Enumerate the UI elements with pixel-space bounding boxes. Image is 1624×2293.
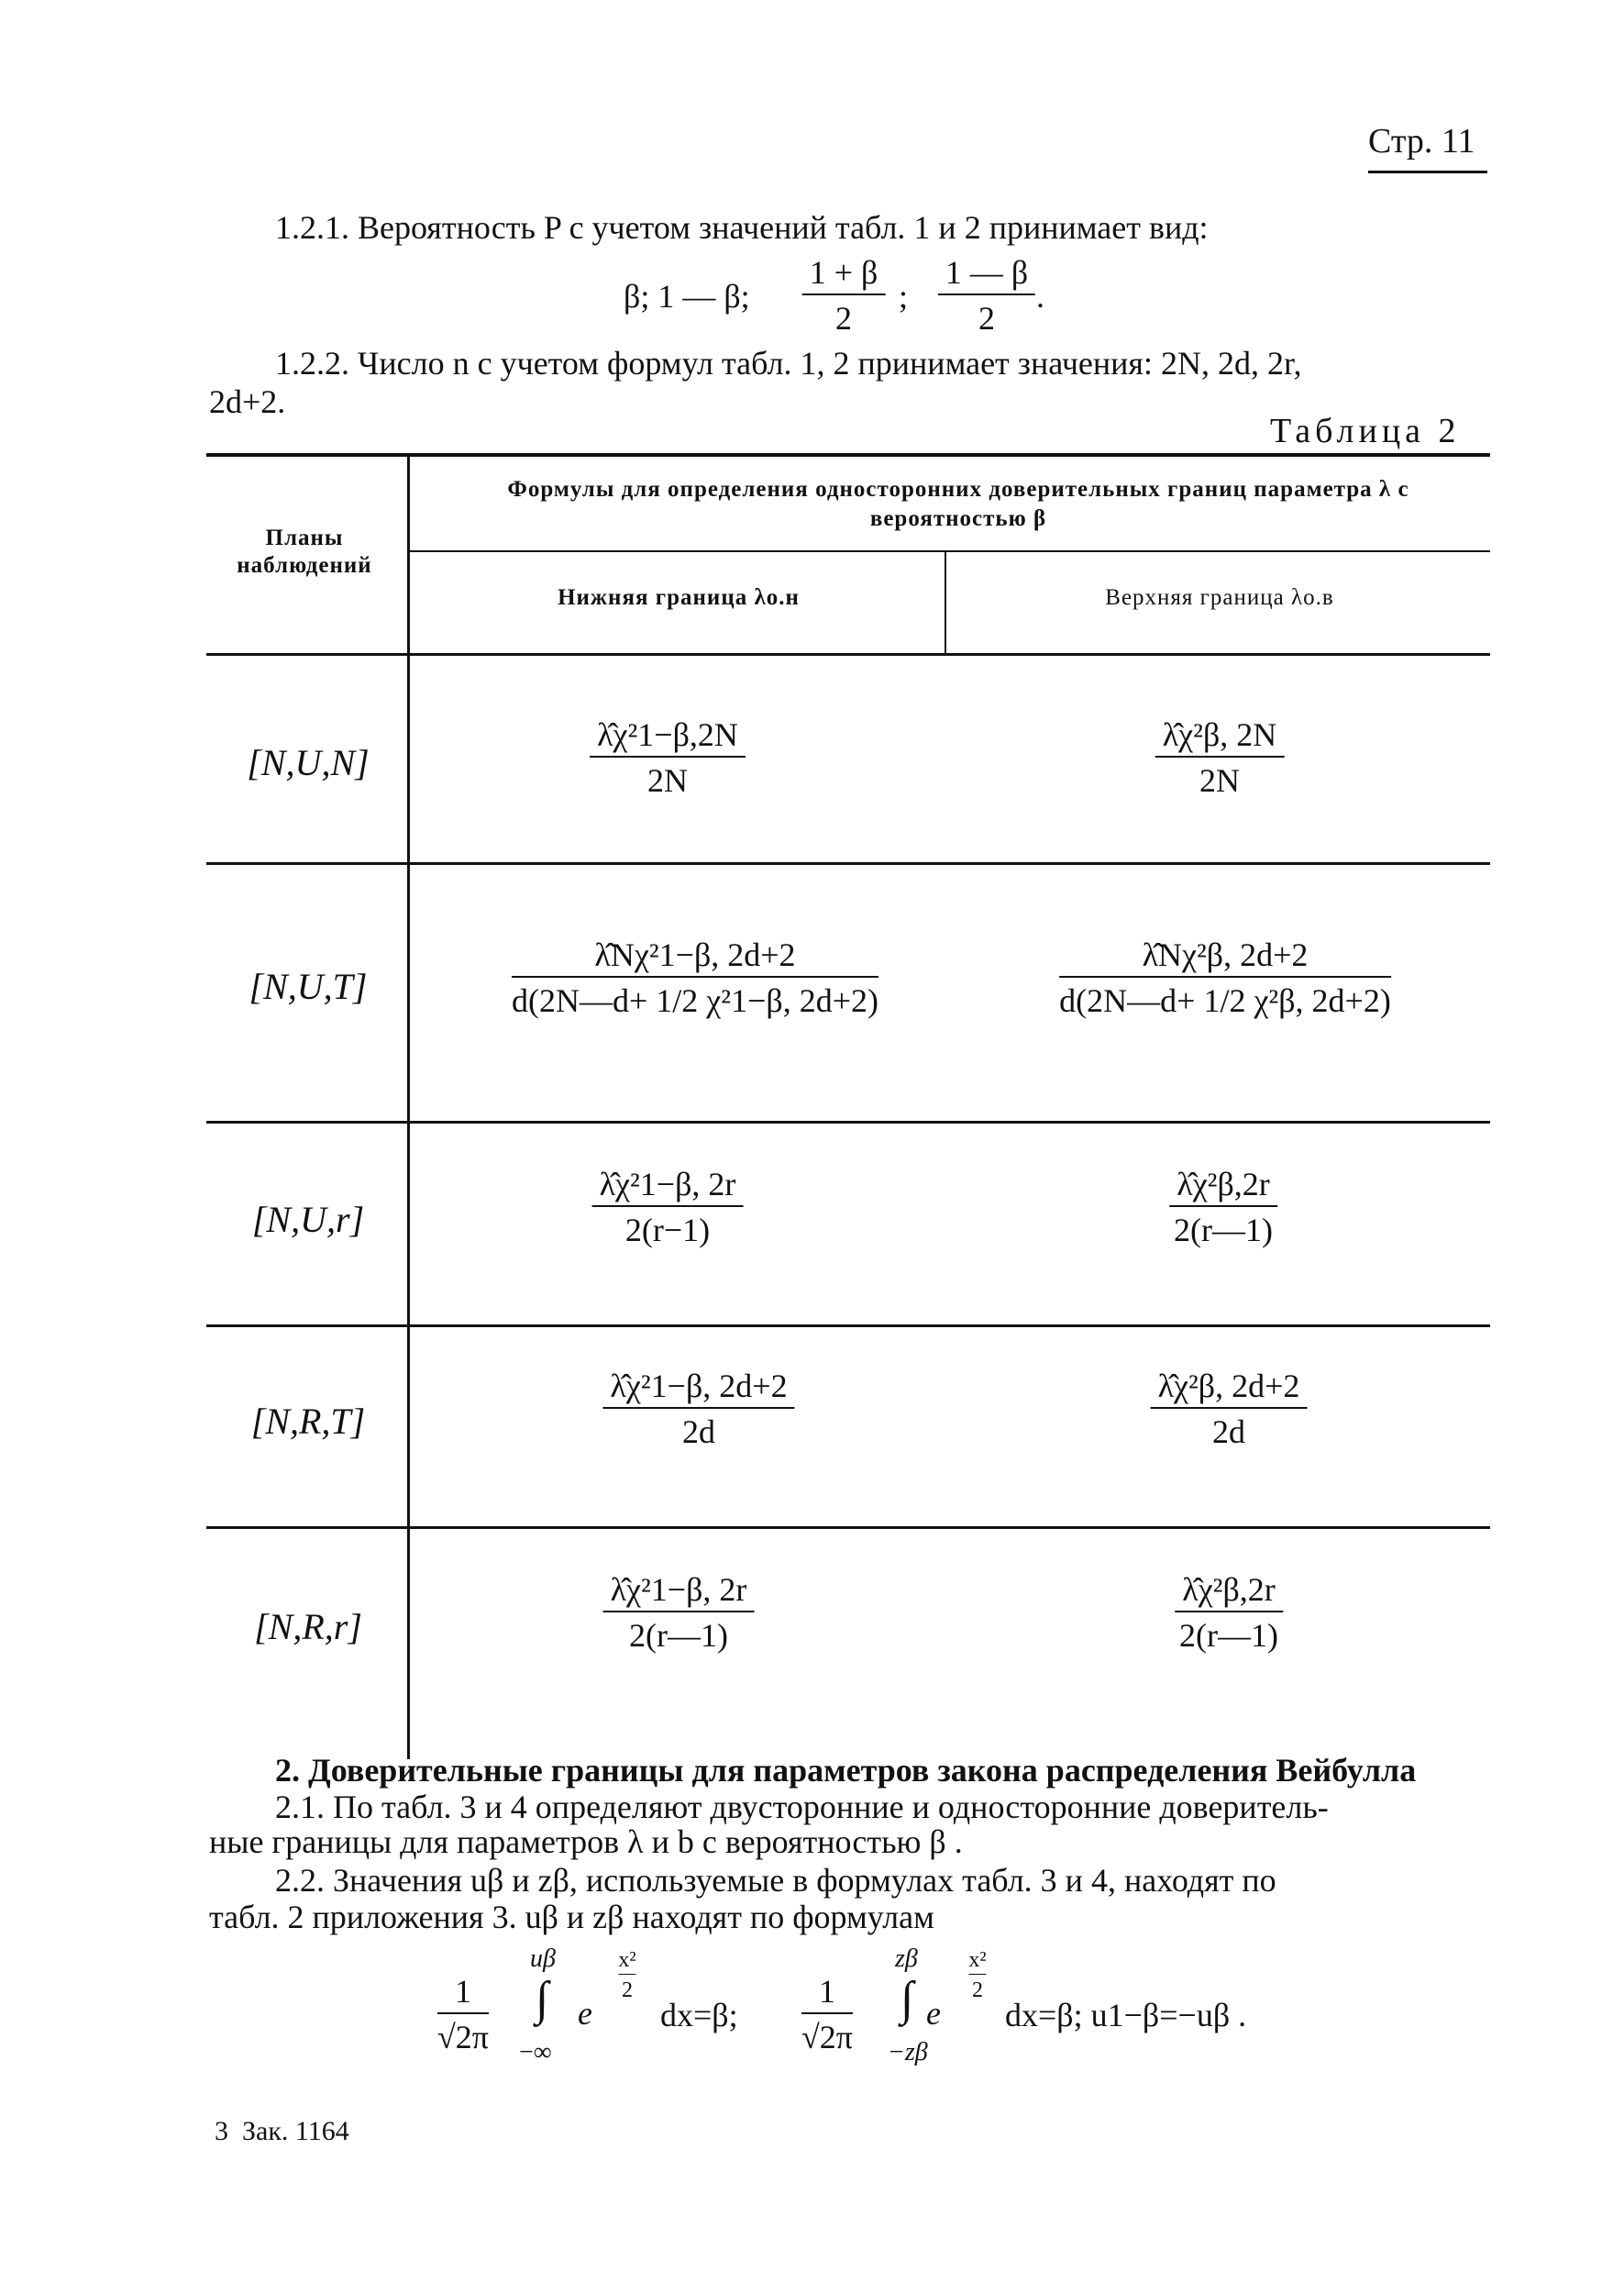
lower-formula (592, 1165, 744, 1249)
lower-denominator: 2(r−1) (624, 1212, 711, 1248)
upper-denominator: 2(r—1) (1174, 1212, 1273, 1248)
formula-tail-2: dx=β; u1−β=−uβ . (1005, 1997, 1247, 2033)
lower-numerator: λ̂χ²1−β, 2r (599, 1166, 736, 1202)
header-rule (1368, 171, 1487, 173)
paragraph-1-2-2-line1: 1.2.2. Число n с учетом формул табл. 1, 2 принимает значения: 2N, 2d, 2r, (275, 345, 1302, 382)
fraction-bar (592, 1205, 744, 1207)
fraction-bar (1155, 756, 1285, 758)
paragraph-2-1-line1: 2.1. По табл. 3 и 4 определяют двусторонние и односторонние доверитель- (275, 1789, 1329, 1825)
exponent-1-den: 2 (621, 1978, 633, 2002)
upper-formula (1169, 1165, 1277, 1249)
lower-numerator: λ̂χ²1−β, 2d+2 (610, 1368, 788, 1404)
coeff-denominator: √2π (437, 2019, 489, 2055)
upper-denominator: d(2N—d+ 1/2 χ²β, 2d+2) (1059, 982, 1391, 1019)
formula-coeff-1 (437, 1972, 489, 2056)
page-number: Стр. 11 (1368, 122, 1475, 161)
fraction-bar (618, 1974, 635, 1975)
plan-label: [N,U,N] (247, 742, 370, 783)
coeff-denominator: √2π (801, 2019, 853, 2055)
lower-formula (602, 1367, 794, 1451)
paragraph-2-2-line1: 2.2. Значения uβ и zβ, используемые в формулах табл. 3 и 4, находят по (275, 1862, 1276, 1899)
fraction-bar (590, 756, 746, 758)
integral-2-lower: −zβ (888, 2038, 928, 2066)
table-top-rule (206, 453, 1490, 457)
lower-denominator: 2d (682, 1413, 715, 1450)
plan-label: [N,U,T] (249, 966, 368, 1007)
lower-denominator: d(2N—d+ 1/2 χ²1−β, 2d+2) (512, 982, 878, 1019)
footer-order-number: 3 Зак. 1164 (215, 2116, 349, 2146)
table-caption: Таблица 2 (1270, 412, 1461, 450)
lower-numerator: λ̂χ²1−β, 2r (610, 1571, 747, 1608)
paragraph-2-2-line2: табл. 2 приложения 3. uβ и zβ находят по формулам (209, 1899, 934, 1935)
p121-frac2-num: 1 — β (945, 254, 1029, 291)
exponent-1-num: x² (618, 1948, 636, 1972)
lower-formula (590, 715, 746, 800)
fraction-bar (512, 976, 878, 978)
integral-2-upper: zβ (895, 1944, 918, 1973)
upper-formula (1175, 1570, 1283, 1655)
exponent-2 (968, 1948, 986, 2002)
plan-label: [N,R,r] (254, 1606, 362, 1647)
coeff-numerator: 1 (455, 1973, 471, 2010)
paragraph-1-2-1: 1.2.1. Вероятность P с учетом значений табл. 1 и 2 принимает вид: (275, 209, 1209, 246)
upper-numerator: λ̂χ²β,2r (1182, 1571, 1276, 1608)
p121-frac2-den: 2 (978, 300, 995, 337)
integral-1-upper: uβ (530, 1944, 556, 1973)
upper-formula (1059, 936, 1391, 1020)
header-upper-bound (954, 585, 1486, 611)
header-group-rule (410, 550, 1490, 552)
row-divider (206, 1324, 1490, 1327)
header-bottom-rule (206, 653, 1490, 656)
fraction-bar (802, 294, 886, 295)
integral-sign-2: ∫ (900, 1973, 914, 2025)
integrand-2: e (926, 1995, 941, 2032)
fraction-bar (938, 294, 1035, 295)
upper-denominator: 2d (1211, 1413, 1245, 1450)
row-divider (206, 862, 1490, 865)
integral-sign-1: ∫ (536, 1973, 549, 2025)
fraction-bar (1059, 976, 1391, 978)
formula-coeff-2 (801, 1972, 853, 2056)
fraction-bar (1169, 1205, 1277, 1207)
row-divider (206, 1121, 1490, 1124)
lower-formula (603, 1570, 755, 1655)
period: . (1036, 278, 1044, 315)
integrand-1: e (578, 1995, 592, 2032)
plan-label: [N,U,r] (251, 1199, 365, 1240)
p121-frac1-den: 2 (835, 300, 852, 337)
exponent-2-num: x² (968, 1948, 987, 1972)
header-lower-bound: Нижняя граница λо.н (558, 585, 800, 610)
p121-values: β; 1 — β; (624, 278, 750, 315)
section-2-heading: 2. Доверительные границы для параметров закона распределения Вейбулла (275, 1752, 1417, 1789)
plan-label: [N,R,T] (250, 1401, 366, 1442)
coeff-numerator: 1 (819, 1973, 835, 2010)
lower-denominator: 2N (647, 762, 688, 799)
fraction-bar (968, 1974, 986, 1975)
formula-tail-1: dx=β; (660, 1997, 738, 2033)
semicolon: ; (899, 278, 909, 315)
p121-fraction-2 (938, 253, 1035, 338)
upper-formula (1155, 715, 1285, 800)
upper-formula (1151, 1367, 1308, 1451)
lower-denominator: 2(r—1) (629, 1617, 728, 1654)
header-formulas-group: Формулы для определения односторонних доверительных границ параметра λ с вероятностью β (507, 477, 1409, 531)
lower-numerator: λ̂Nχ²1−β, 2d+2 (594, 936, 796, 973)
fraction-bar (437, 2012, 489, 2014)
fraction-bar (801, 2012, 853, 2014)
header-plans: Планы наблюдений (237, 526, 372, 578)
fraction-bar (1151, 1407, 1308, 1409)
fraction-bar (603, 1611, 755, 1612)
upper-denominator: 2(r—1) (1179, 1617, 1278, 1654)
row-divider (206, 1526, 1490, 1529)
lower-formula (512, 936, 878, 1020)
upper-numerator: λ̂χ²β, 2N (1162, 716, 1277, 753)
lower-numerator: λ̂χ²1−β,2N (597, 716, 738, 753)
upper-numerator: λ̂Nχ²β, 2d+2 (1142, 936, 1309, 973)
paragraph-1-2-2-line2: 2d+2. (209, 383, 286, 420)
p121-frac1-num: 1 + β (809, 254, 878, 291)
table-col-divider-1 (407, 457, 410, 1759)
fraction-bar (1175, 1611, 1283, 1612)
integral-1-lower: −∞ (519, 2038, 552, 2066)
upper-numerator: λ̂χ²β, 2d+2 (1157, 1368, 1300, 1404)
header-upper-bound-text: Верхняя граница λо.в (1105, 585, 1334, 610)
p121-fraction-1 (802, 253, 886, 338)
paragraph-2-1-line2: ные границы для параметров λ и b с вероятностью β . (209, 1823, 963, 1860)
table-col-divider-2 (945, 552, 946, 653)
upper-numerator: λ̂χ²β,2r (1177, 1166, 1270, 1202)
upper-denominator: 2N (1199, 762, 1240, 799)
exponent-2-den: 2 (971, 1978, 983, 2002)
fraction-bar (602, 1407, 794, 1409)
exponent-1 (618, 1948, 635, 2002)
